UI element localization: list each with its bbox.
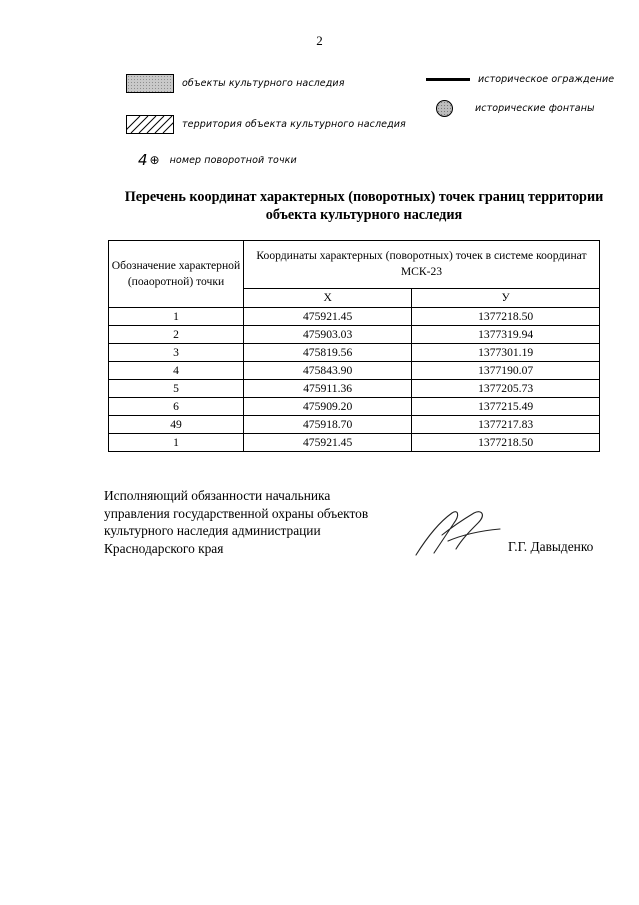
position-line-2: управления государственной охраны объектов bbox=[104, 505, 369, 521]
legend-heritage-objects bbox=[126, 74, 345, 93]
table-row bbox=[109, 344, 600, 362]
header-coordinates: Координаты характерных (поворотных) точек в системе координат МСК-23 bbox=[244, 241, 600, 289]
cell-x: 475921.45 bbox=[244, 308, 412, 326]
legend-heritage-territory bbox=[126, 115, 406, 134]
legend-point-number bbox=[138, 151, 297, 169]
cell-x: 475819.56 bbox=[244, 344, 412, 362]
cell-x: 475911.36 bbox=[244, 380, 412, 398]
cell-point: 2 bbox=[109, 326, 244, 344]
cell-point: 6 bbox=[109, 398, 244, 416]
cell-y: 1377218.50 bbox=[412, 434, 600, 452]
cell-y: 1377319.94 bbox=[412, 326, 600, 344]
signatory-position bbox=[104, 487, 368, 557]
table-header-row bbox=[109, 241, 600, 289]
cell-x: 475921.45 bbox=[244, 434, 412, 452]
cell-x: 475843.90 bbox=[244, 362, 412, 380]
legend-heritage-objects-label: объекты культурного наследия bbox=[182, 78, 345, 89]
title-line-2: объекта культурного наследия bbox=[265, 207, 463, 223]
legend-historic-fence-label: историческое ограждение bbox=[478, 74, 615, 85]
hatched-territory-swatch bbox=[126, 115, 174, 134]
cell-x: 475918.70 bbox=[244, 416, 412, 434]
coordinates-table bbox=[108, 240, 600, 452]
table-row bbox=[109, 362, 600, 380]
table-row bbox=[109, 434, 600, 452]
header-point-designation: Обозначение характерной (поаоротной) точки bbox=[109, 241, 244, 308]
table-row bbox=[109, 398, 600, 416]
position-line-1: Исполняющий обязанности начальника bbox=[104, 488, 331, 503]
header-y: У bbox=[412, 288, 600, 307]
cell-point: 5 bbox=[109, 380, 244, 398]
table-row bbox=[109, 326, 600, 344]
cell-x: 475903.03 bbox=[244, 326, 412, 344]
fountain-icon bbox=[436, 100, 453, 117]
cell-point: 1 bbox=[109, 308, 244, 326]
cell-point: 3 bbox=[109, 344, 244, 362]
position-line-4: Краснодарского края bbox=[104, 540, 224, 556]
legend-historic-fence bbox=[426, 74, 614, 85]
cell-point: 4 bbox=[109, 362, 244, 380]
header-x: X bbox=[244, 288, 412, 307]
document-title bbox=[104, 188, 624, 224]
legend-historic-fountains bbox=[426, 100, 595, 117]
cell-point: 1 bbox=[109, 434, 244, 452]
signatory-name: Г.Г. Давыденко bbox=[508, 539, 594, 554]
cell-y: 1377301.19 bbox=[412, 344, 600, 362]
table-row bbox=[109, 416, 600, 434]
page-number: 2 bbox=[316, 33, 323, 48]
table-row bbox=[109, 308, 600, 326]
heritage-objects-swatch bbox=[126, 74, 174, 93]
cell-x: 475909.20 bbox=[244, 398, 412, 416]
legend-historic-fountains-label: исторические фонтаны bbox=[475, 103, 595, 114]
cell-y: 1377218.50 bbox=[412, 308, 600, 326]
handwritten-signature bbox=[412, 505, 504, 557]
historic-fence-line bbox=[426, 78, 470, 81]
cell-y: 1377215.49 bbox=[412, 398, 600, 416]
cell-point: 49 bbox=[109, 416, 244, 434]
cell-y: 1377205.73 bbox=[412, 380, 600, 398]
position-line-3: культурного наследия администрации bbox=[104, 523, 321, 538]
cell-y: 1377217.83 bbox=[412, 416, 600, 434]
point-example-number: 4 bbox=[138, 151, 148, 169]
table-row bbox=[109, 380, 600, 398]
hatch-pattern-icon bbox=[127, 116, 173, 133]
title-line-1: Перечень координат характерных (поворотных) точек границ территории bbox=[124, 189, 604, 205]
turning-point-icon: ⊕ bbox=[149, 153, 160, 167]
cell-y: 1377190.07 bbox=[412, 362, 600, 380]
legend-heritage-territory-label: территория объекта культурного наследия bbox=[182, 119, 406, 130]
legend-point-number-label: номер поворотной точки bbox=[169, 154, 297, 166]
